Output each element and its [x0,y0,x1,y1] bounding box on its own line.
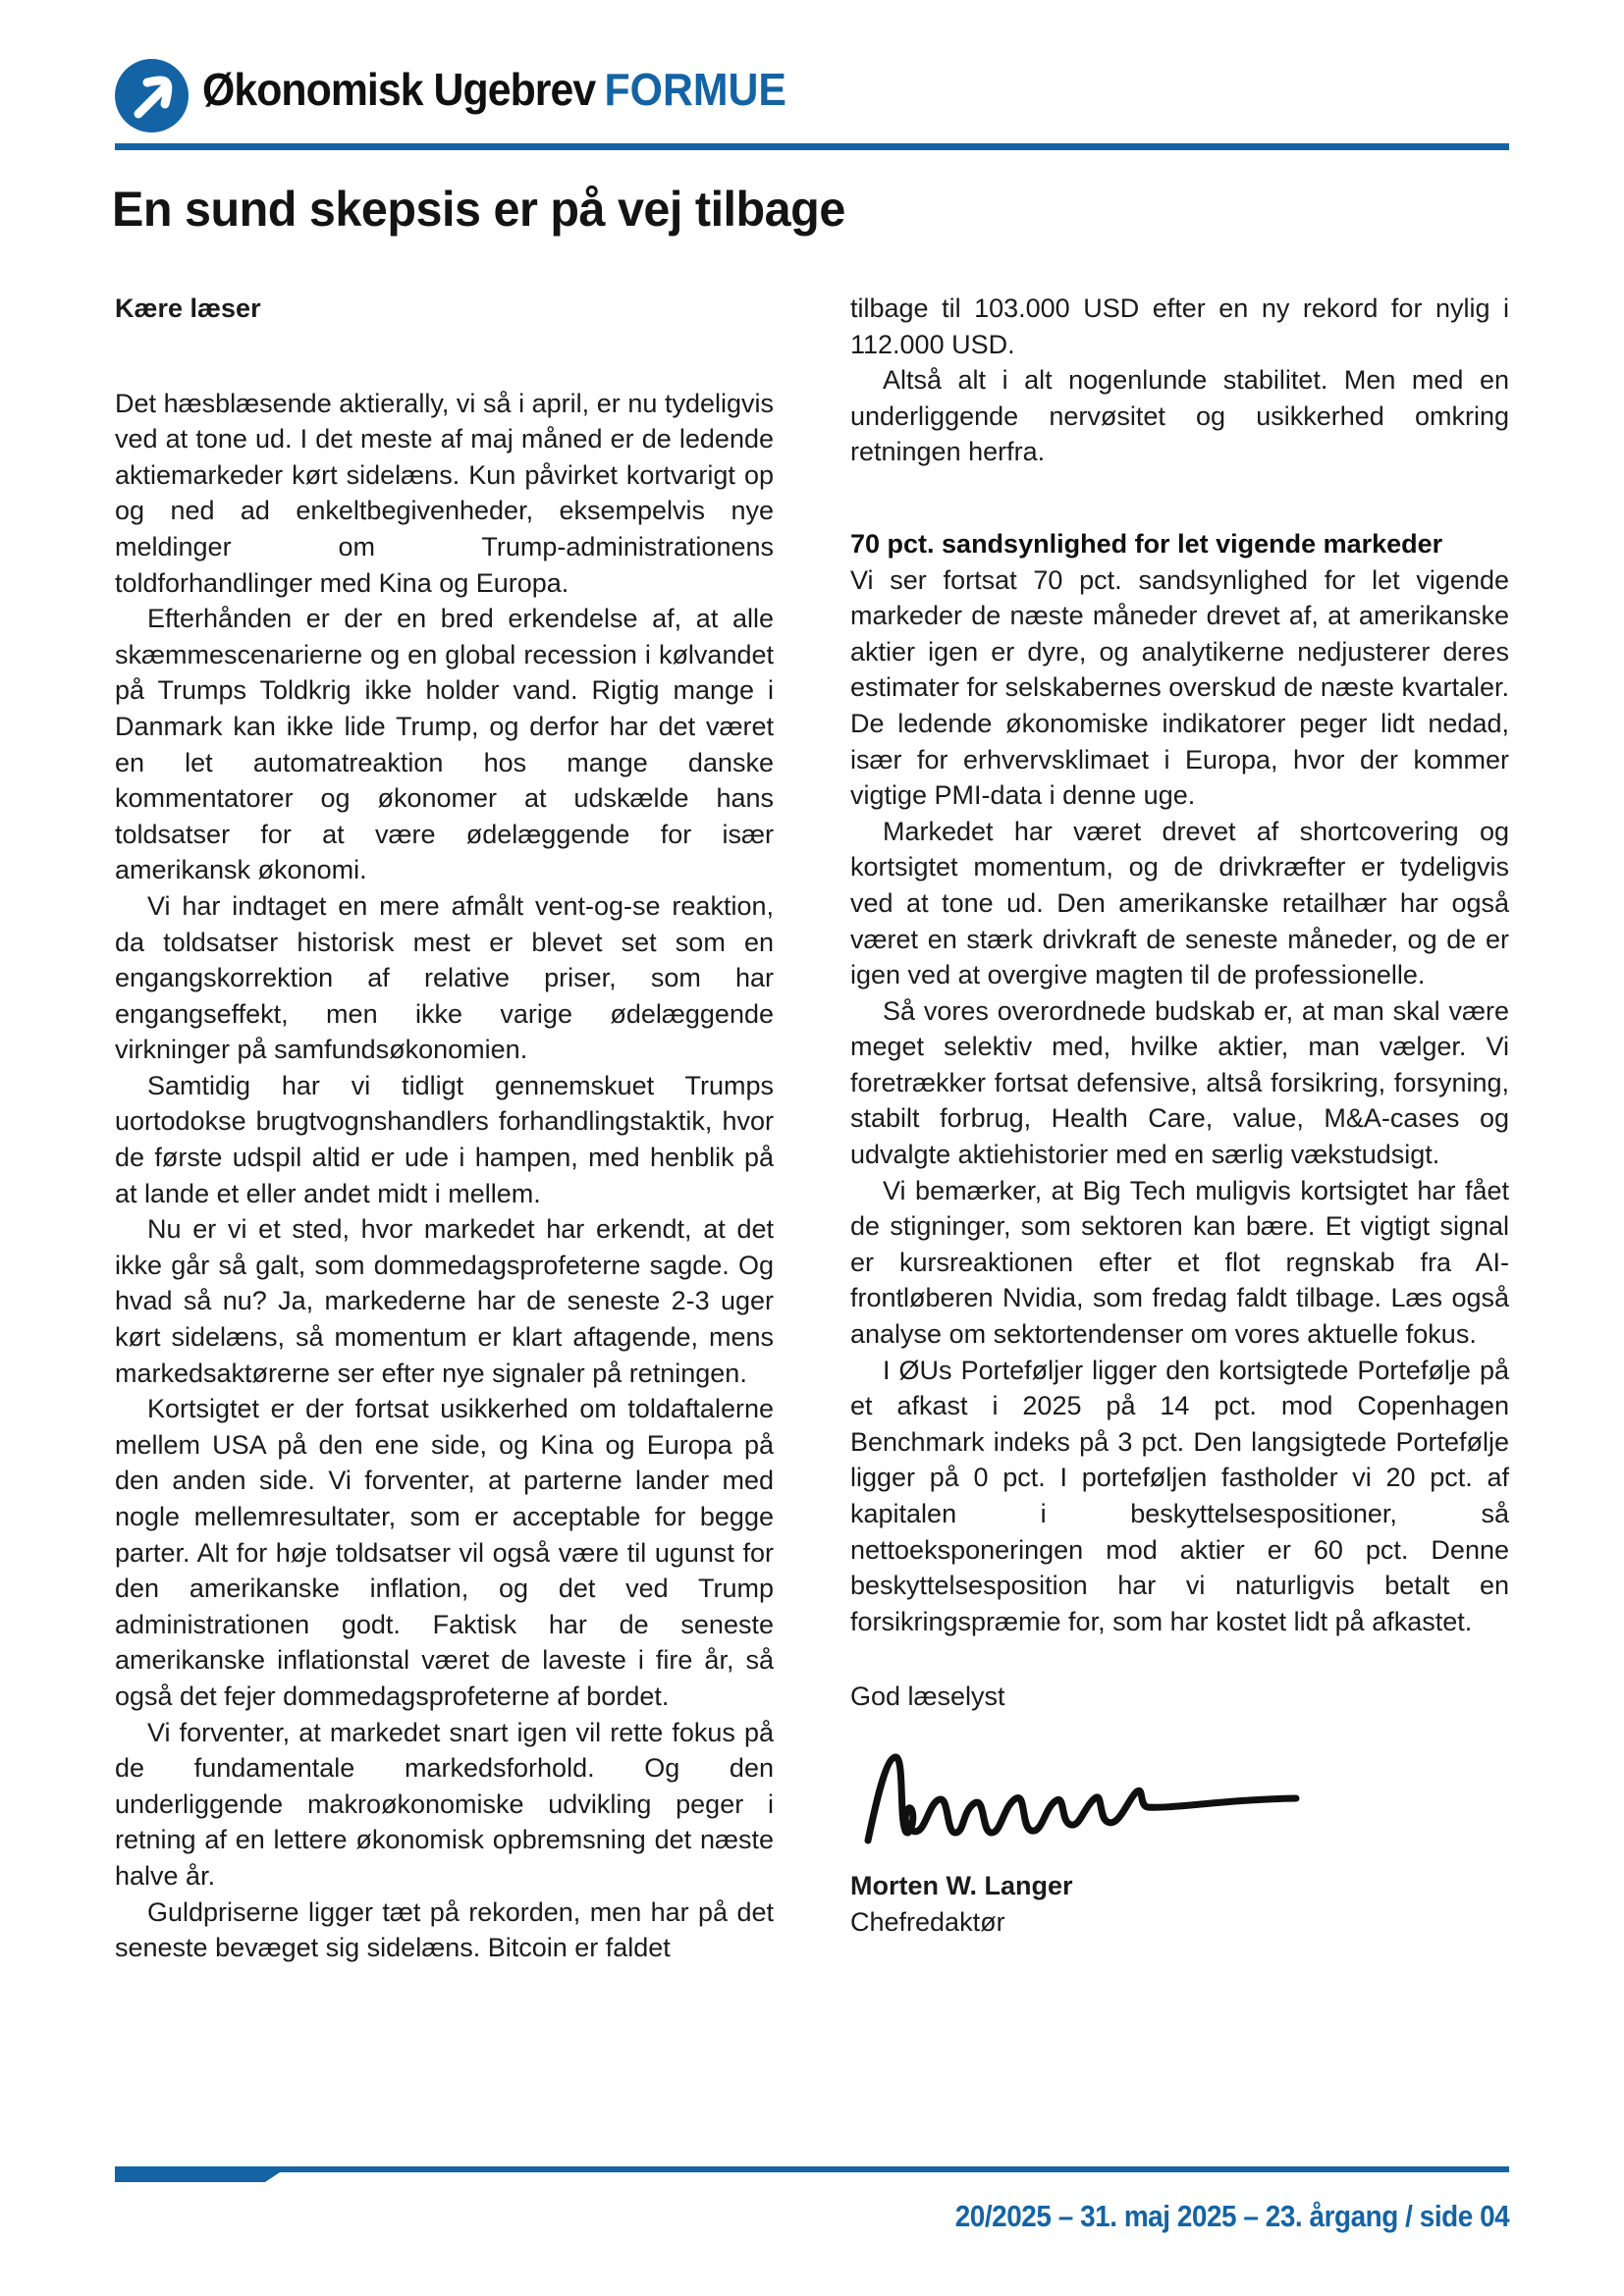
signature-title: Chefredaktør [850,1906,1005,1937]
paragraph: I ØUs Porteføljer ligger den kortsigtede Portefølje på et afkast i 2025 på 14 pct. mod Copenhagen Benchmark indeks på 3 pct. Den langsigtede Portefølje ligger på 0 pct. I porteføljen fastholder vi 20 pct. af kapitalen i beskyttelsespositioner, så nettoeksponeringen mod aktier er 60 pct. Denne beskyttelsesposition har vi naturligvis betalt en forsikringspræmie for, som har kostet lidt på afkastet. [850,1355,1509,1636]
paragraph: Altså alt i alt nogenlunde stabilitet. Men med en underliggende nervøsitet og usikkerhed omkring retningen herfra. [850,365,1509,467]
section-subhead: 70 pct. sandsynlighed for let vigende markeder [850,528,1443,559]
signature-name: Morten W. Langer [850,1870,1073,1900]
brand-name: Økonomisk Ugebrev [202,64,596,115]
arrow-up-right-icon [115,59,189,133]
brand-edition: FORMUE [604,64,786,115]
footer-issue-line: 20/2025 – 31. maj 2025 – 23. årgang / side 04 [954,2199,1509,2233]
footer-divider [115,2166,1509,2182]
paragraph: Markedet har været drevet af shortcovering og kortsigtet momentum, og de drivkræfter er tydeligvis ved at tone ud. Den amerikanske retailhær har også været en stærk drivkraft de seneste måneder, og de er igen ved at overgive magten til de professionelle. [850,816,1509,990]
paragraph: Guldpriserne ligger tæt på rekorden, men har på det seneste bevæget sig sidelæns. Bitcoin er faldet [115,1896,774,1963]
right-column [850,291,1509,1940]
paragraph: Samtidig har vi tidligt gennemskuet Trumps uortodokse brugtvognshandlers forhandlingstaktik, hvor de første udspil altid er ude i hampen, med henblik på at lande et eller andet midt i mellem. [115,1070,774,1208]
signature-image [856,1742,1308,1850]
paragraph: Vi bemærker, at Big Tech muligvis kortsigtet har fået de stigninger, som sektoren kan bære. Et vigtigt signal er kursreaktionen efter et flot regnskab fra AI-frontløberen Nvidia, som fredag faldt tilbage. Læs også analyse om sektortendenser om vores aktuelle fokus. [850,1175,1509,1350]
paragraph: Kortsigtet er der fortsat usikkerhed om toldaftalerne mellem USA på den ene side, og Kina og Europa på den anden side. Vi forventer, at parterne lander med nogle mellemresultater, som er acceptable for begge parter. Alt for høje toldsatser vil også være til ugunst for den amerikanske inflation, og det ved Trump administrationen godt. Faktisk har de seneste amerikanske inflationstal været de laveste i fire år, så også det fejer dommedagsprofeterne af bordet. [115,1394,774,1711]
salutation: Kære læser [115,294,261,323]
paragraph: tilbage til 103.000 USD efter en ny rekord for nylig i 112.000 USD. [850,294,1509,359]
paragraph: Vi har indtaget en mere afmålt vent-og-se reaktion, da toldsatser historisk mest er blevet set som en engangskorrektion af relative priser, som har engangseffekt, men ikke varige ødelæggende virkninger på samfundsøkonomien. [115,890,774,1065]
header-divider [115,143,1509,150]
left-column [115,291,774,1966]
masthead-wordmark [202,63,786,116]
paragraph: Vi forventer, at markedet snart igen vil rette fokus på de fundamentale markedsforhold. Og den underliggende makroøkonomiske udvikling peger i retning af en lettere økonomisk opbremsning det næste halve år. [115,1717,774,1891]
article-title: En sund skepsis er på vej tilbage [112,182,845,237]
closing-line: God læselyst [850,1682,1005,1712]
paragraph: Så vores overordnede budskab er, at man skal være meget selektiv med, hvilke aktier, man vælger. Vi foretrækker fortsat defensive, altså forsikring, forsyning, stabilt forbrug, Health Care, value, M&A-cases og udvalgte aktiehistorier med en særlig vækstudsigt. [850,995,1509,1170]
brand-logo [115,59,189,133]
paragraph: Efterhånden er der en bred erkendelse af, at alle skæmmescenarierne og en global recession i kølvandet på Trumps Toldkrig ikke holder vand. Rigtig mange i Danmark kan ikke lide Trump, og derfor har det været en let automatreaktion hos mange danske kommentatorer og økonomer at udskælde hans toldsatser for at være ødelæggende for især amerikansk økonomi. [115,604,774,885]
paragraph: Nu er vi et sted, hvor markedet har erkendt, at det ikke går så galt, som dommedagsprofeterne sagde. Og hvad så nu? Ja, markederne har de seneste 2-3 uger kørt sidelæns, så momentum er klart aftagende, mens markedsaktørerne ser efter nye signaler på retningen. [115,1214,774,1388]
paragraph: Vi ser fortsat 70 pct. sandsynlighed for let vigende markeder de næste måneder drevet af, at amerikanske aktier igen er dyre, og analytikerne nedjusterer deres estimater for selskabernes overskud de næste kvartaler. De ledende økonomiske indikatorer peger lidt nedad, især for erhvervsklimaet i Europa, hvor der kommer vigtige PMI-data i denne uge. [850,564,1509,811]
paragraph: Det hæsblæsende aktierally, vi så i april, er nu tydeligvis ved at tone ud. I det meste af maj måned er de ledende aktiemarkeder kørt sidelæns. Kun påvirket kortvarigt op og ned ad enkeltbegivenheder, eksempelvis nye meldinger om Trump-administrationens toldforhandlinger med Kina og Europa. [115,388,774,598]
